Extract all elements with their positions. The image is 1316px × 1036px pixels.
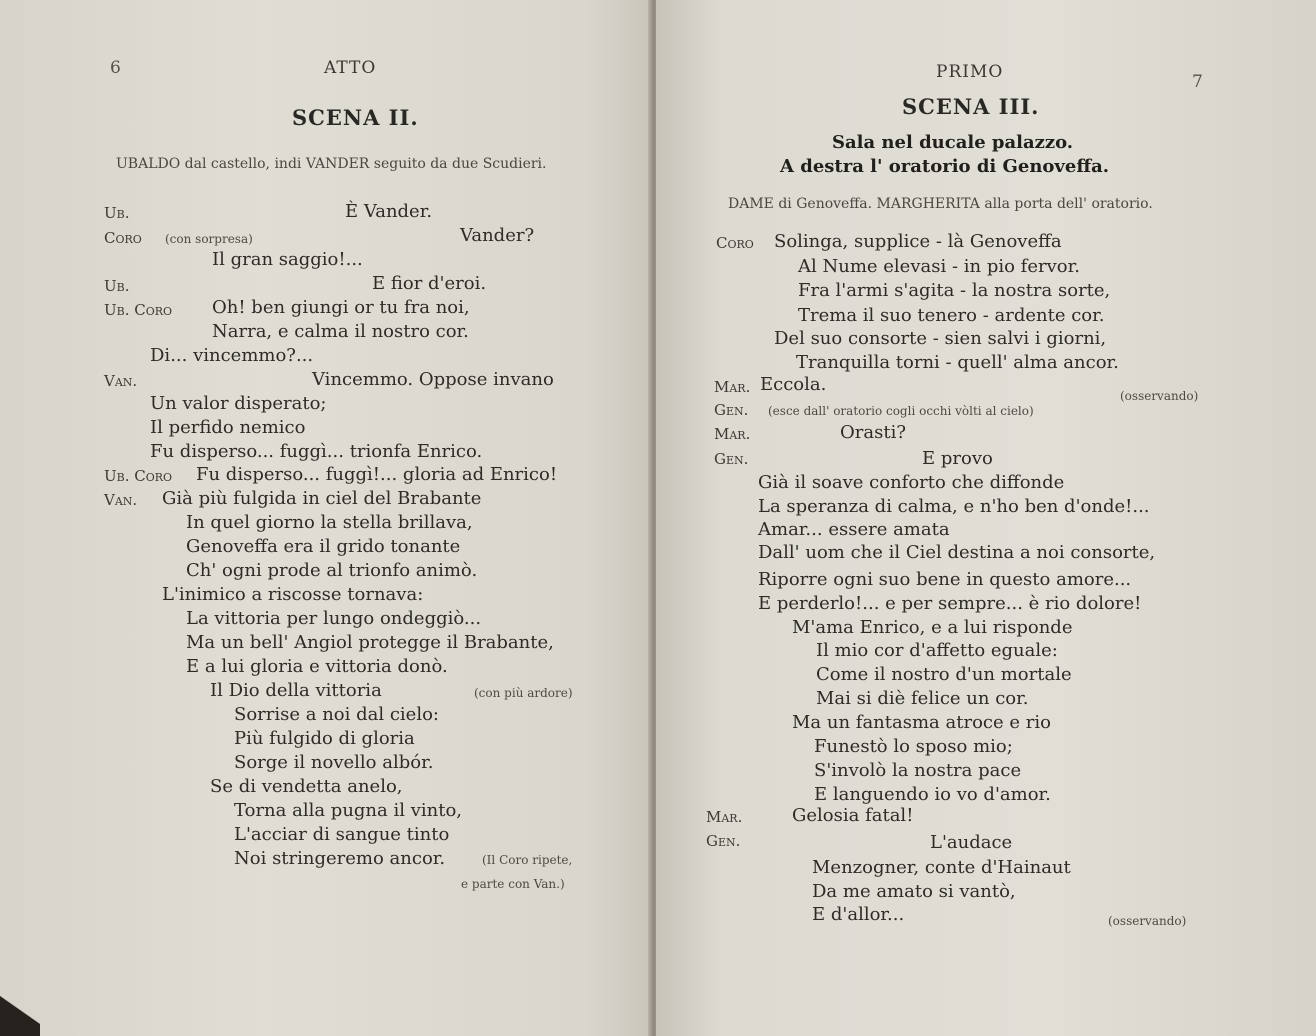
verse-line: Il mio cor d'affetto eguale: <box>816 640 1058 661</box>
torn-corner <box>0 976 40 1036</box>
speaker: Mar. <box>714 425 751 443</box>
verse-line: Fu disperso... fuggì!... gloria ad Enrico! <box>196 464 558 485</box>
verse-line: Genoveffa era il grido tonante <box>186 536 461 557</box>
setting-line: A destra l' oratorio di Genoveffa. <box>780 156 1110 177</box>
verse-line: E provo <box>922 448 993 469</box>
verse-line: Riporre ogni suo bene in questo amore... <box>758 569 1132 590</box>
verse-line: Se di vendetta anelo, <box>210 776 403 797</box>
verse-line: Il gran saggio!... <box>212 249 363 270</box>
verse-line: M'ama Enrico, e a lui risponde <box>792 617 1073 638</box>
speaker: Gen. <box>714 450 749 468</box>
verse-line: Oh! ben giungi or tu fra noi, <box>212 297 470 318</box>
speaker: Van. <box>104 491 138 509</box>
stage-note: e parte con Van.) <box>461 877 565 891</box>
speaker: Ub. Coro <box>104 467 173 485</box>
verse-line: Il Dio della vittoria <box>210 680 382 701</box>
speaker: Ub. <box>104 204 130 222</box>
speaker-direction: (con sorpresa) <box>165 232 253 246</box>
verse-line: Più fulgido di gloria <box>234 728 415 749</box>
verse-line: Fu disperso... fuggì... trionfa Enrico. <box>150 441 483 462</box>
speaker: Coro <box>716 234 754 252</box>
page-number: 6 <box>110 58 121 78</box>
speaker: Mar. <box>706 808 743 826</box>
verse-line: Già più fulgida in ciel del Brabante <box>162 488 482 509</box>
stage-note: (osservando) <box>1108 914 1187 928</box>
verse-line: Noi stringeremo ancor. <box>234 848 446 869</box>
verse-line: Fra l'armi s'agita - la nostra sorte, <box>798 280 1111 301</box>
verse-line: E a lui gloria e vittoria donò. <box>186 656 448 677</box>
verse-line: Ma un bell' Angiol protegge il Brabante, <box>186 632 554 653</box>
verse-line: Torna alla pugna il vinto, <box>234 800 463 821</box>
verse-line: Narra, e calma il nostro cor. <box>212 321 469 342</box>
stage-direction: UBALDO dal castello, indi VANDER seguito da due Scudieri. <box>116 156 547 172</box>
verse-line: Trema il suo tenero - ardente cor. <box>798 305 1105 326</box>
verse-line: Menzogner, conte d'Hainaut <box>812 857 1071 878</box>
verse-line: E perderlo!... e per sempre... è rio dolore! <box>758 593 1142 614</box>
verse-line: Come il nostro d'un mortale <box>816 664 1072 685</box>
stage-note: (esce dall' oratorio cogli occhi vòlti al cielo) <box>768 404 1034 418</box>
verse-line: E d'allor... <box>812 904 905 925</box>
stage-note: (Il Coro ripete, <box>482 853 573 867</box>
left-page <box>0 0 652 1036</box>
verse-line: Funestò lo sposo mio; <box>814 736 1013 757</box>
stage-note: (con più ardore) <box>474 686 573 700</box>
verse-line: Solinga, supplice - là Genoveffa <box>774 231 1062 252</box>
verse-line: La vittoria per lungo ondeggiò... <box>186 608 482 629</box>
verse-line: La speranza di calma, e n'ho ben d'onde!... <box>758 496 1150 517</box>
verse-line: Gelosia fatal! <box>792 805 914 826</box>
speaker: Mar. <box>714 378 751 396</box>
verse-line: Il perfido nemico <box>150 417 306 438</box>
speaker: Gen. <box>714 401 749 419</box>
setting-line: Sala nel ducale palazzo. <box>832 132 1074 153</box>
verse-line: S'involò la nostra pace <box>814 760 1022 781</box>
verse-line: Già il soave conforto che diffonde <box>758 472 1065 493</box>
verse-line: Di... vincemmo?... <box>150 345 314 366</box>
running-head: ATTO <box>324 58 377 78</box>
speaker: Ub. Coro <box>104 301 173 319</box>
verse-line: E fior d'eroi. <box>372 273 487 294</box>
verse-line: Tranquilla torni - quell' alma ancor. <box>796 352 1119 373</box>
verse-line: Del suo consorte - sien salvi i giorni, <box>774 328 1107 349</box>
verse-line: E languendo io vo d'amor. <box>814 784 1051 805</box>
speaker: Van. <box>104 372 138 390</box>
verse-line: Ch' ogni prode al trionfo animò. <box>186 560 478 581</box>
scene-title: SCENA II. <box>292 105 419 130</box>
verse-line: Da me amato si vantò, <box>812 881 1016 902</box>
verse-line: In quel giorno la stella brillava, <box>186 512 473 533</box>
verse-line: È Vander. <box>345 201 433 222</box>
verse-line: Sorrise a noi dal cielo: <box>234 704 439 725</box>
verse-line: L'inimico a riscosse tornava: <box>162 584 424 605</box>
stage-direction: DAME di Genoveffa. MARGHERITA alla porta dell' oratorio. <box>728 196 1153 212</box>
verse-line: L'audace <box>930 832 1013 853</box>
verse-line: Orasti? <box>840 422 906 443</box>
verse-line: Eccola. <box>760 374 827 395</box>
stage-note: (osservando) <box>1120 389 1199 403</box>
verse-line: Ma un fantasma atroce e rio <box>792 712 1051 733</box>
speaker: Ub. <box>104 277 130 295</box>
verse-line: Un valor disperato; <box>150 393 327 414</box>
scene-title: SCENA III. <box>902 94 1040 119</box>
running-head: PRIMO <box>936 62 1004 82</box>
speaker: Coro <box>104 229 142 247</box>
verse-line: Sorge il novello albór. <box>234 752 434 773</box>
verse-line: Amar... essere amata <box>758 519 950 540</box>
page-number: 7 <box>1192 72 1203 92</box>
verse-line: Vincemmo. Oppose invano <box>312 369 554 390</box>
verse-line: Mai si diè felice un cor. <box>816 688 1029 709</box>
verse-line: Vander? <box>460 225 535 246</box>
right-page <box>656 0 1316 1036</box>
speaker: Gen. <box>706 832 741 850</box>
verse-line: L'acciar di sangue tinto <box>234 824 450 845</box>
verse-line: Dall' uom che il Ciel destina a noi consorte, <box>758 542 1156 563</box>
verse-line: Al Nume elevasi - in pio fervor. <box>798 256 1080 277</box>
